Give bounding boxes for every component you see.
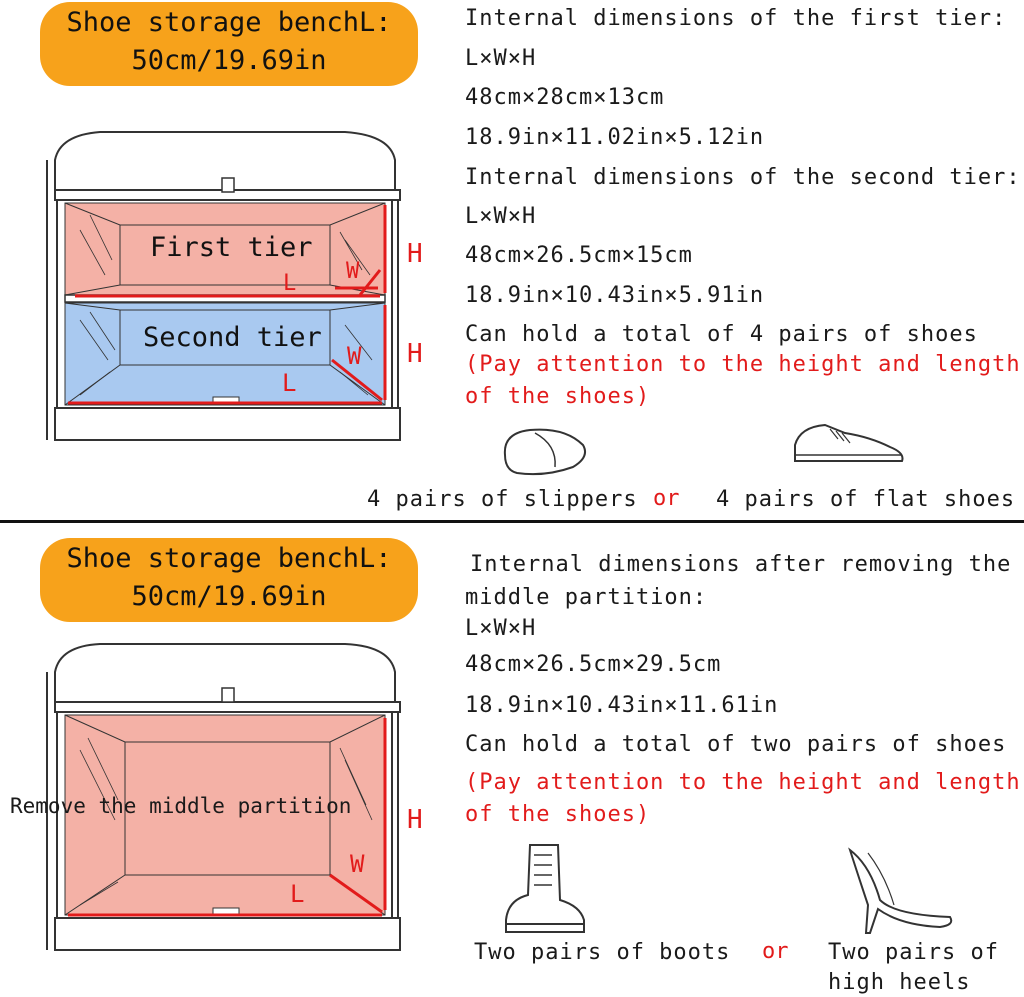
top-spec-line-2: L×W×H <box>465 46 537 71</box>
top-badge-line2: 50cm/19.69in <box>131 45 327 76</box>
bottom-caption-heels-line2: high heels <box>828 970 971 995</box>
top-spec-line-1: Internal dimensions of the first tier: <box>465 6 1007 31</box>
bottom-title-badge <box>40 538 418 622</box>
bottom-caption-heels-line1: Two pairs of <box>828 940 999 965</box>
flat-shoe-icon <box>790 415 910 470</box>
top-note-line-1: (Pay attention to the height and length <box>465 352 1021 377</box>
top-spec-line-4: 18.9in×11.02in×5.12in <box>465 125 765 150</box>
tier2-h-label: H <box>407 339 423 369</box>
top-spec-line-5: Internal dimensions of the second tier: <box>465 165 1021 190</box>
bottom-caption-boots: Two pairs of boots <box>474 940 731 965</box>
bottom-badge-line1: Shoe storage benchL: <box>66 543 392 574</box>
high-heel-icon <box>840 845 960 935</box>
top-caption-flat-shoes: 4 pairs of flat shoes <box>716 487 1016 512</box>
top-badge-line1: Shoe storage benchL: <box>66 7 392 38</box>
top-spec-line-9: Can hold a total of 4 pairs of shoes <box>465 322 978 347</box>
top-spec-line-6: L×W×H <box>465 204 537 229</box>
tier2-label: Second tier <box>143 322 322 353</box>
remove-partition-label: Remove the middle partition <box>10 794 352 818</box>
bottom-note-line-1: (Pay attention to the height and length <box>465 770 1021 795</box>
tier1-w-label: W <box>346 259 360 284</box>
top-caption-slippers: 4 pairs of slippers <box>367 487 638 512</box>
bottom-note-line-2: of the shoes) <box>465 802 651 827</box>
bottom-or: or <box>762 939 789 964</box>
boot-icon <box>500 840 590 940</box>
bottom-bench-diagram <box>0 620 460 960</box>
tier1-label: First tier <box>150 232 313 263</box>
second-tier-cavity <box>65 303 385 405</box>
bottom-spec-line-4: 48cm×26.5cm×29.5cm <box>465 652 722 677</box>
top-spec-line-8: 18.9in×10.43in×5.91in <box>465 283 765 308</box>
w-label: W <box>350 850 365 878</box>
bottom-badge-line2: 50cm/19.69in <box>131 581 327 612</box>
bottom-spec-line-1: Internal dimensions after removing the <box>470 552 1012 577</box>
h-label: H <box>407 805 423 835</box>
tier1-h-label: H <box>407 239 423 269</box>
top-note-line-2: of the shoes) <box>465 384 651 409</box>
top-bench-diagram <box>0 0 460 520</box>
slipper-icon <box>495 415 595 485</box>
l-label: L <box>290 880 305 908</box>
top-or: or <box>653 486 680 511</box>
bottom-spec-line-6: Can hold a total of two pairs of shoes <box>465 732 1007 757</box>
top-spec-line-7: 48cm×26.5cm×15cm <box>465 243 693 268</box>
tier2-l-label: L <box>282 369 297 397</box>
tier1-l-label: L <box>283 271 297 296</box>
bottom-spec-line-3: L×W×H <box>465 616 537 641</box>
section-divider <box>0 520 1024 523</box>
bottom-spec-line-2: middle partition: <box>465 585 708 610</box>
tier2-w-label: W <box>347 342 362 370</box>
bottom-spec-line-5: 18.9in×10.43in×11.61in <box>465 693 779 718</box>
top-spec-line-3: 48cm×28cm×13cm <box>465 85 665 110</box>
